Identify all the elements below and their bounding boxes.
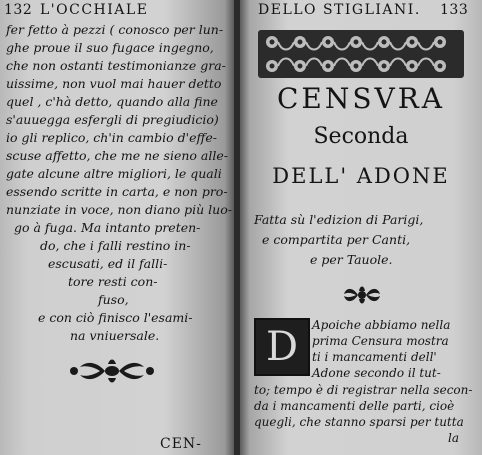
- title-seconda: Seconda: [313, 124, 409, 149]
- right-body-line: prima Censura mostra: [312, 334, 449, 348]
- subtitle-line: e compartita per Canti,: [262, 232, 411, 247]
- headpiece-ornament-icon: [258, 30, 464, 78]
- subtitle-line: e per Tauole.: [310, 252, 393, 267]
- left-body-line: e con ciò finisco l'esami-: [38, 310, 193, 325]
- left-body-line: go à fuga. Ma intanto preten-: [14, 220, 201, 235]
- left-page-number: 132: [4, 2, 33, 18]
- left-running-header: L'OCCHIALE: [40, 2, 149, 18]
- right-running-header: DELLO STIGLIANI.: [258, 2, 421, 18]
- right-body-line: Adone secondo il tut-: [312, 366, 441, 380]
- left-body-line: ghe proue il suo fugace ingegno,: [6, 40, 214, 55]
- left-body-line: fer fetto à pezzi ( conosco per lun-: [6, 22, 224, 37]
- left-body-line: do, che i falli restino in-: [40, 238, 191, 253]
- left-body-line: escusati, ed il falli-: [48, 256, 168, 271]
- left-body-line: s'auuegga esfergli di pregiudicio): [6, 112, 219, 127]
- floral-ornament-icon: [66, 355, 158, 387]
- right-body-line: quegli, che stanno sparsi per tutta: [254, 415, 464, 429]
- right-body-line: Apoiche abbiamo nella: [312, 318, 451, 332]
- left-catchword: CEN-: [160, 436, 202, 452]
- right-body-line: da i mancamenti delle parti, cioè: [254, 399, 455, 413]
- right-catchword: la: [448, 431, 459, 445]
- left-body-line: nunziate in voce, non diano più luo-: [6, 202, 232, 217]
- left-body-line: fuso,: [98, 292, 129, 307]
- left-body-line: scuse affetto, che me ne sieno alle-: [6, 148, 228, 163]
- right-page: [240, 0, 482, 455]
- left-body-line: tore resti con-: [68, 274, 158, 289]
- drop-cap-initial: D: [254, 318, 310, 376]
- title-dell-adone: DELL' ADONE: [272, 164, 450, 188]
- left-body-line: essendo scritte in carta, e non pro-: [6, 184, 228, 199]
- left-body-line: io gli replico, ch'in cambio d'effe-: [6, 130, 217, 145]
- left-body-line: quel , c'hà detto, quando alla fine: [6, 94, 218, 109]
- left-body-line: gate alcune altre migliori, le quali: [6, 166, 222, 181]
- left-page: [0, 0, 234, 455]
- right-page-number: 133: [440, 2, 469, 18]
- left-body-line: uissime, non vuol mai hauer detto: [6, 76, 222, 91]
- right-body-line: ti i mancamenti dell': [312, 350, 437, 364]
- right-body-line: to; tempo è di registrar nella secon-: [254, 383, 473, 397]
- left-body-line: na vniuersale.: [70, 328, 160, 343]
- fleuron-ornament-icon: [342, 282, 382, 308]
- subtitle-line: Fatta sù l'edizion di Parigi,: [254, 212, 424, 227]
- title-censura: CENSVRA: [276, 82, 446, 115]
- left-body-line: che non ostanti testimonianze gra-: [6, 58, 226, 73]
